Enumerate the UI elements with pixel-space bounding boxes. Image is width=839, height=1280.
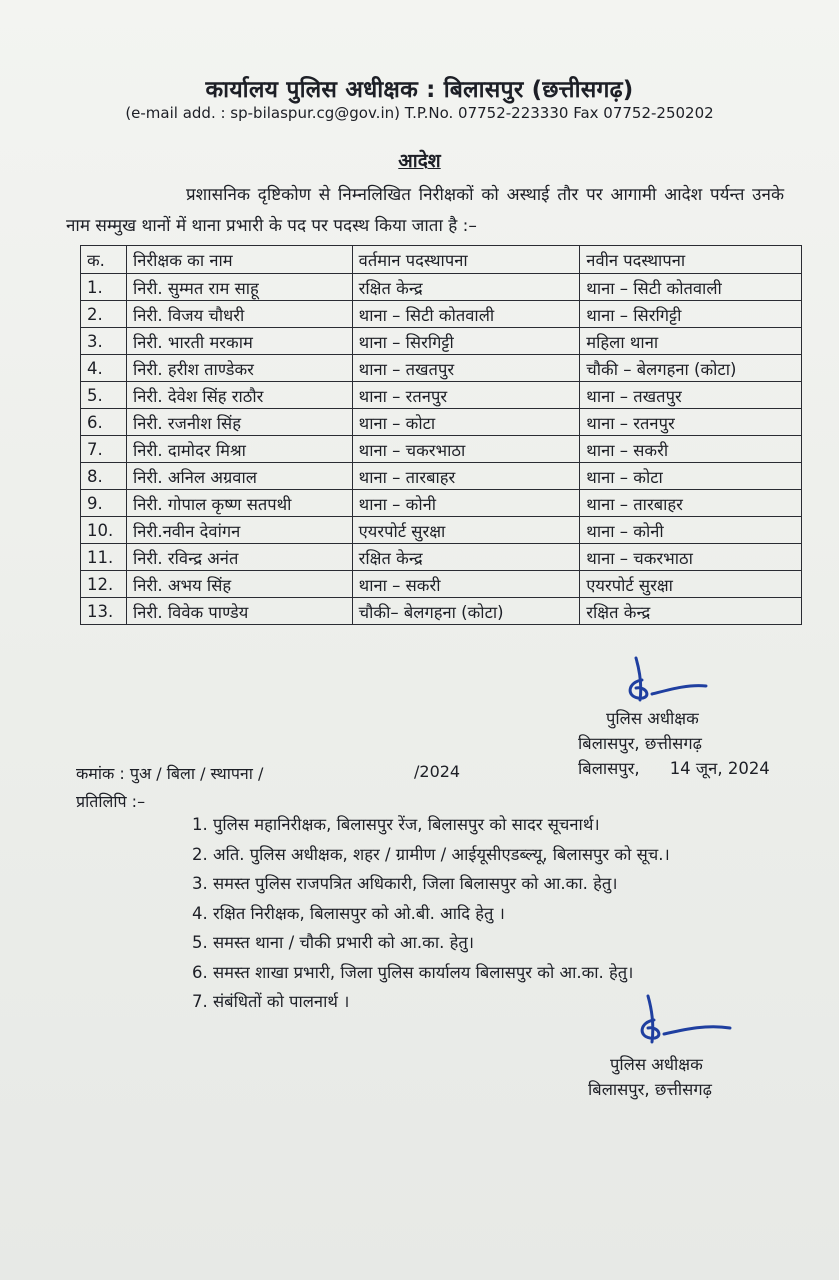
cell-serial: 10.: [81, 517, 127, 544]
cell-current: थाना – सिरगिट्टी: [352, 328, 580, 355]
list-item: 1. पुलिस महानिरीक्षक, बिलासपुर रेंज, बिलासपुर को सादर सूचनार्थ।: [192, 815, 600, 834]
cell-name: निरी. दामोदर मिश्रा: [126, 436, 352, 463]
cell-current: थाना – चकरभाठा: [352, 436, 580, 463]
signatory-title: पुलिस अधीक्षक: [606, 709, 699, 728]
contact-line: (e-mail add. : sp-bilaspur.cg@gov.in) T.P.No. 07752-223330 Fax 07752-250202: [125, 104, 714, 122]
cell-serial: 2.: [81, 301, 127, 328]
list-item: 4. रक्षित निरीक्षक, बिलासपुर को ओ.बी. आदि हेतु ।: [192, 903, 505, 923]
cell-serial: 1.: [81, 274, 127, 301]
signatory-place: बिलासपुर, छत्तीसगढ़: [578, 734, 702, 753]
cell-new: महिला थाना: [580, 328, 802, 355]
header-current-posting: वर्तमान पदस्थापना: [352, 246, 580, 274]
list-item: 7. संबंधितों को पालनार्थ ।: [192, 992, 350, 1011]
cell-new: चौकी – बेलगहना (कोटा): [580, 355, 802, 382]
table-row: [81, 382, 802, 409]
table-row: [81, 517, 802, 544]
cell-current: थाना – कोनी: [352, 490, 580, 517]
order-heading-text: आदेश: [398, 150, 441, 172]
cell-serial: 11.: [81, 544, 127, 571]
reference-prefix: कमांक : पुअ / बिला / स्थापना /: [76, 764, 264, 783]
cell-current: थाना – सिटी कोतवाली: [352, 301, 580, 328]
order-date-line: [578, 756, 770, 779]
reference-number: [76, 762, 476, 784]
order-date: 14 जून, 2024: [669, 759, 770, 778]
cell-name: निरी. विजय चौधरी: [126, 301, 352, 328]
cell-current: थाना – कोटा: [352, 409, 580, 436]
cell-name: निरी. अभय सिंह: [126, 571, 352, 598]
cell-serial: 4.: [81, 355, 127, 382]
order-intro: प्रशासनिक दृष्टिकोण से निम्नलिखित निरीक्षकों को अस्थाई तौर पर आगामी आदेश पर्यन्त उनके नाम सम्मुख थानों में थाना प्रभारी के पद पर पदस्थ किया जाता है :–: [66, 185, 784, 236]
header-inspector-name: निरीक्षक का नाम: [126, 246, 352, 274]
handwritten-signature-2: [626, 992, 736, 1054]
cell-name: निरी. रविन्द्र अनंत: [126, 544, 352, 571]
cell-name: निरी. विवेक पाण्डेय: [126, 598, 352, 625]
cell-new: एयरपोर्ट सुरक्षा: [580, 571, 802, 598]
list-item: 6. समस्त शाखा प्रभारी, जिला पुलिस कार्यालय बिलासपुर को आ.का. हेतु।: [192, 962, 634, 982]
signature-block-1: [578, 706, 702, 756]
copy-to-list: [192, 810, 792, 1017]
table-row: [81, 301, 802, 328]
list-item: 2. अति. पुलिस अधीक्षक, शहर / ग्रामीण / आईयूसीएडब्ल्यू, बिलासपुर को सूच.।: [192, 844, 670, 864]
handwritten-signature-1: [618, 650, 718, 712]
cell-name: निरी.नवीन देवांगन: [126, 517, 352, 544]
cell-name: निरी. रजनीश सिंह: [126, 409, 352, 436]
cell-new: थाना – तारबाहर: [580, 490, 802, 517]
cell-serial: 8.: [81, 463, 127, 490]
cell-new: थाना – सिटी कोतवाली: [580, 274, 802, 301]
copy-to-label: प्रतिलिपि :–: [76, 792, 146, 811]
cell-serial: 6.: [81, 409, 127, 436]
cell-current: रक्षित केन्द्र: [352, 274, 580, 301]
cell-current: थाना – सकरी: [352, 571, 580, 598]
cell-name: निरी. हरीश ताण्डेकर: [126, 355, 352, 382]
cell-name: निरी. भारती मरकाम: [126, 328, 352, 355]
cell-current: एयरपोर्ट सुरक्षा: [352, 517, 580, 544]
cell-serial: 3.: [81, 328, 127, 355]
cell-serial: 9.: [81, 490, 127, 517]
table-row: [81, 355, 802, 382]
list-item: 3. समस्त पुलिस राजपत्रित अधिकारी, जिला बिलासपुर को आ.का. हेतु।: [192, 874, 618, 893]
table-row: [81, 571, 802, 598]
table-row: [81, 544, 802, 571]
order-heading: [0, 147, 839, 173]
office-title: कार्यालय पुलिस अधीक्षक : बिलासपुर (छत्तीसगढ़): [205, 77, 634, 103]
cell-current: चौकी– बेलगहना (कोटा): [352, 598, 580, 625]
signatory-title: पुलिस अधीक्षक: [610, 1055, 703, 1074]
table-row: [81, 328, 802, 355]
list-item: 5. समस्त थाना / चौकी प्रभारी को आ.का. हेतु।: [192, 933, 474, 952]
signatory-place: बिलासपुर, छत्तीसगढ़: [588, 1080, 712, 1099]
signature-block-2: [588, 1052, 712, 1102]
cell-name: निरी. सुम्मत राम साहू: [126, 274, 352, 301]
table-row: [81, 409, 802, 436]
reference-year: /2024: [414, 762, 461, 781]
cell-name: निरी. अनिल अग्रवाल: [126, 463, 352, 490]
cell-serial: 12.: [81, 571, 127, 598]
cell-new: थाना – चकरभाठा: [580, 544, 802, 571]
cell-new: थाना – कोटा: [580, 463, 802, 490]
order-city: बिलासपुर,: [578, 759, 640, 778]
cell-serial: 7.: [81, 436, 127, 463]
cell-new: थाना – सकरी: [580, 436, 802, 463]
table-header-row: [81, 246, 802, 274]
cell-new: थाना – रतनपुर: [580, 409, 802, 436]
cell-current: थाना – तखतपुर: [352, 355, 580, 382]
header-new-posting: नवीन पदस्थापना: [580, 246, 802, 274]
cell-new: रक्षित केन्द्र: [580, 598, 802, 625]
cell-new: थाना – सिरगिट्टी: [580, 301, 802, 328]
table-row: [81, 463, 802, 490]
cell-new: थाना – तखतपुर: [580, 382, 802, 409]
cell-current: रक्षित केन्द्र: [352, 544, 580, 571]
table-row: [81, 436, 802, 463]
header-serial: क.: [81, 246, 127, 274]
posting-table: [80, 245, 802, 625]
table-row: [81, 598, 802, 625]
cell-name: निरी. गोपाल कृष्ण सतपथी: [126, 490, 352, 517]
table-row: [81, 274, 802, 301]
cell-current: थाना – तारबाहर: [352, 463, 580, 490]
cell-current: थाना – रतनपुर: [352, 382, 580, 409]
cell-serial: 13.: [81, 598, 127, 625]
table-row: [81, 490, 802, 517]
cell-new: थाना – कोनी: [580, 517, 802, 544]
cell-name: निरी. देवेश सिंह राठौर: [126, 382, 352, 409]
cell-serial: 5.: [81, 382, 127, 409]
